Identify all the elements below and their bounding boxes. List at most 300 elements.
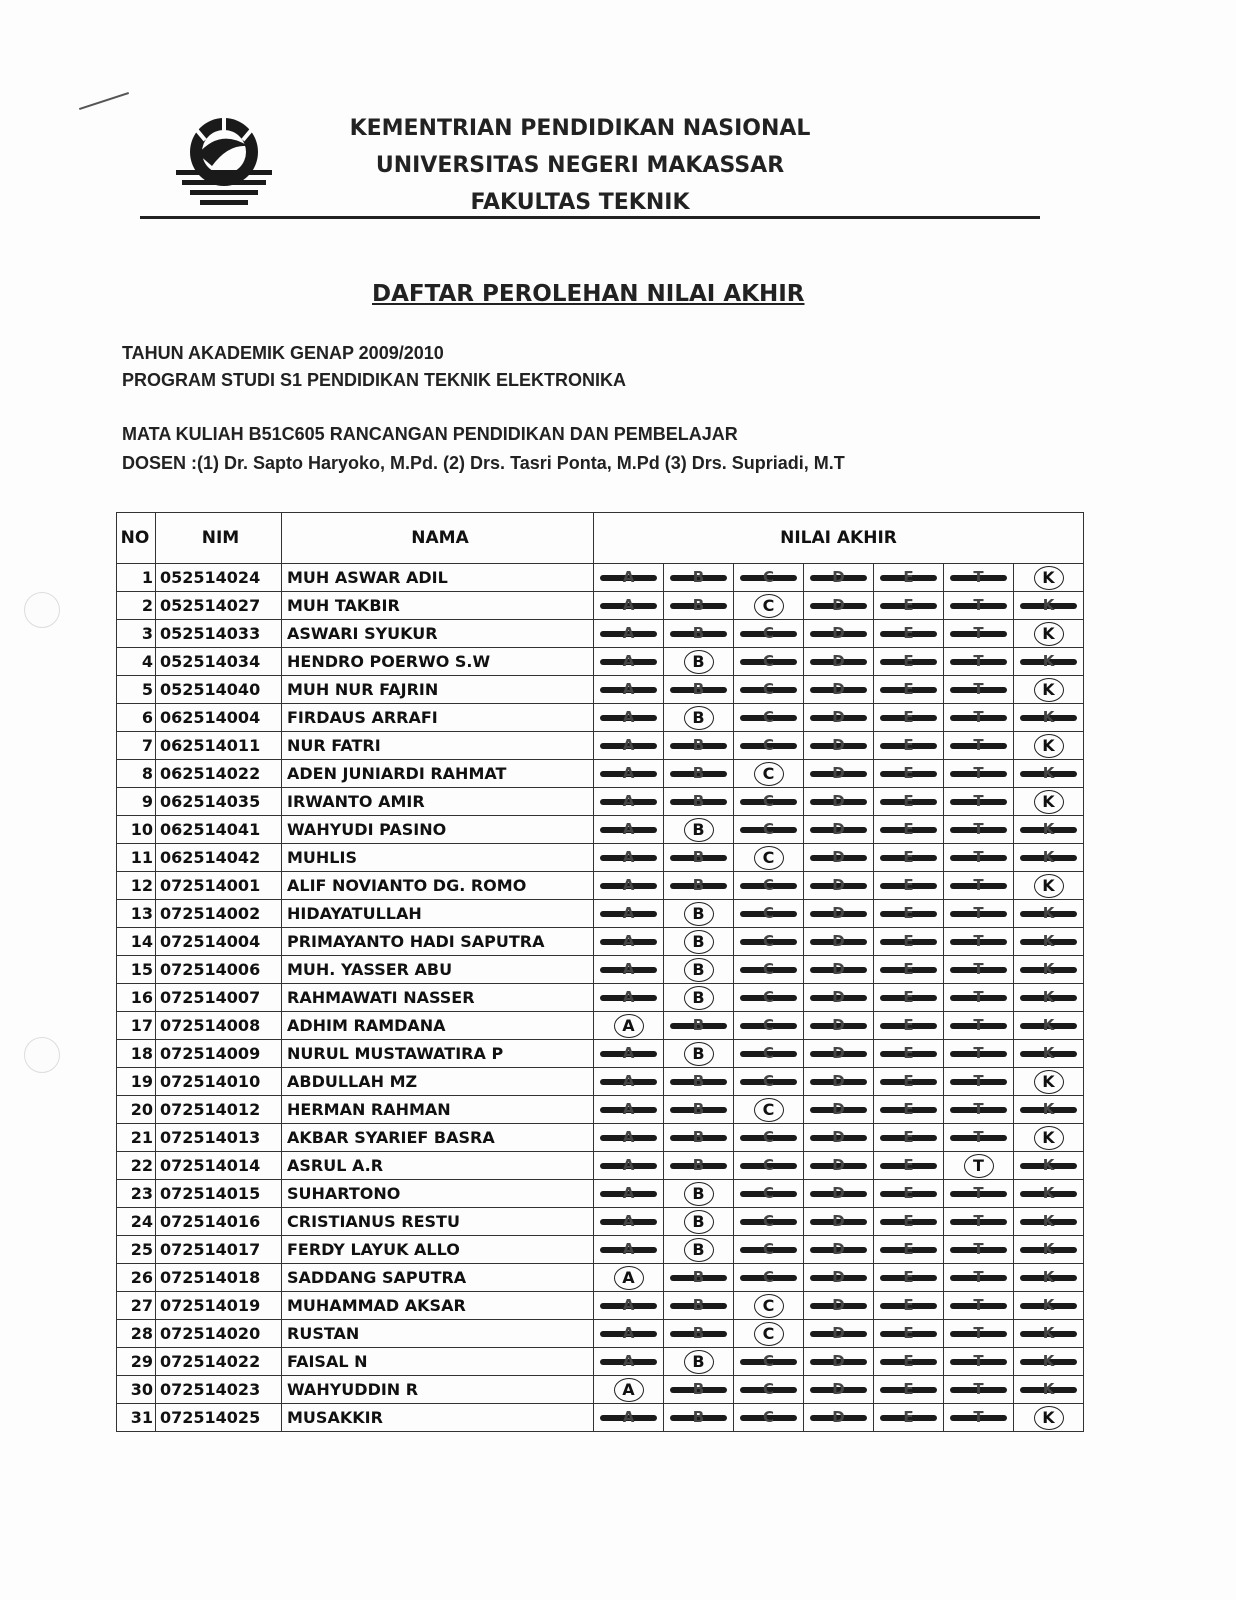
row-no: 24 [117,1208,156,1236]
grade-option-d [804,1096,874,1124]
table-row [117,564,1084,592]
grade-option-k [1014,1068,1084,1096]
grade-option-k [1014,732,1084,760]
grade-option-d [804,984,874,1012]
grade-letter: T [973,904,984,922]
grade-option-d [804,1012,874,1040]
grade-option-k [1014,1152,1084,1180]
row-nim: 072514014 [156,1152,282,1180]
grade-letter: K [1042,1044,1055,1062]
table-row [117,1040,1084,1068]
grade-option-b [664,1292,734,1320]
grade-option-t [944,816,1014,844]
grade-option-a [594,704,664,732]
grade-letter: D [832,1352,845,1370]
table-row [117,1292,1084,1320]
table-row [117,1068,1084,1096]
grade-option-a [594,928,664,956]
grade-letter: B [692,596,705,614]
row-no: 15 [117,956,156,984]
grade-option-t [944,1208,1014,1236]
grade-letter: A [622,1268,635,1287]
row-nim: 062514011 [156,732,282,760]
letterhead-university: UNIVERSITAS NEGERI MAKASSAR [375,153,785,178]
grade-letter: K [1042,1184,1055,1202]
grade-option-k [1014,1096,1084,1124]
grade-letter: E [903,904,914,922]
grade-letter: D [832,1408,845,1426]
row-nim: 072514018 [156,1264,282,1292]
grade-letter: A [622,1380,635,1399]
grade-letter: C [762,624,774,642]
row-nama: PRIMAYANTO HADI SAPUTRA [282,928,594,956]
grade-letter: K [1042,1156,1055,1174]
row-no: 23 [117,1180,156,1208]
grade-letter: C [762,848,775,867]
grade-option-k [1014,788,1084,816]
row-nama: ABDULLAH MZ [282,1068,594,1096]
grade-option-b [664,620,734,648]
grade-option-d [804,1124,874,1152]
grade-option-b [664,844,734,872]
grade-option-k [1014,564,1084,592]
grade-letter: C [762,960,774,978]
grade-option-c [734,676,804,704]
grade-letter: T [973,1128,984,1146]
grade-option-d [804,1068,874,1096]
grade-letter: E [903,820,914,838]
grade-letter: T [973,1296,984,1314]
row-nama: AKBAR SYARIEF BASRA [282,1124,594,1152]
grade-letter: T [973,1100,984,1118]
grade-letter: B [692,624,705,642]
row-nama: CRISTIANUS RESTU [282,1208,594,1236]
grade-option-k [1014,900,1084,928]
grade-option-e [874,1012,944,1040]
table-row [117,648,1084,676]
grade-letter: B [692,1100,705,1118]
grade-letter: D [832,1044,845,1062]
row-nim: 072514019 [156,1292,282,1320]
grade-letter: T [973,596,984,614]
grade-option-e [874,620,944,648]
grade-option-e [874,648,944,676]
row-no: 16 [117,984,156,1012]
row-no: 8 [117,760,156,788]
grade-option-e [874,1376,944,1404]
row-nama: SADDANG SAPUTRA [282,1264,594,1292]
grade-letter: K [1042,988,1055,1006]
row-nim: 062514004 [156,704,282,732]
grade-letter: B [692,1184,705,1203]
grade-letter: B [692,1380,705,1398]
grade-letter: E [903,1380,914,1398]
grade-option-b [664,928,734,956]
grade-letter: E [903,680,914,698]
grade-option-b [664,1376,734,1404]
grade-option-d [804,760,874,788]
row-no: 26 [117,1264,156,1292]
row-nama: RAHMAWATI NASSER [282,984,594,1012]
table-row [117,1124,1084,1152]
row-nim: 072514006 [156,956,282,984]
grade-letter: B [692,1128,705,1146]
grade-letter: C [762,988,774,1006]
grade-letter: B [692,792,705,810]
grade-letter: E [903,848,914,866]
row-no: 1 [117,564,156,592]
row-no: 21 [117,1124,156,1152]
grade-option-e [874,564,944,592]
grade-option-b [664,1208,734,1236]
grade-letter: A [622,1072,635,1090]
grade-option-k [1014,928,1084,956]
grade-option-d [804,956,874,984]
grade-letter: A [622,932,635,950]
grade-option-t [944,984,1014,1012]
grade-option-k [1014,1292,1084,1320]
grade-letter: T [973,1380,984,1398]
grade-letter: K [1042,1380,1055,1398]
grade-option-t [944,676,1014,704]
grade-option-b [664,1152,734,1180]
grade-letter: C [762,792,774,810]
grade-option-t [944,760,1014,788]
grade-option-c [734,1292,804,1320]
grade-letter: K [1042,792,1055,811]
grade-option-t [944,1124,1014,1152]
grade-option-b [664,676,734,704]
grade-letter: D [832,932,845,950]
grade-letter: T [973,988,984,1006]
grade-option-d [804,704,874,732]
row-nama: MUH ASWAR ADIL [282,564,594,592]
binder-hole-bottom [24,1037,60,1073]
grade-letter: E [903,932,914,950]
grade-letter: E [903,708,914,726]
row-nama: FIRDAUS ARRAFI [282,704,594,732]
grade-option-d [804,1404,874,1432]
grade-option-k [1014,1348,1084,1376]
table-row [117,872,1084,900]
grade-option-d [804,1152,874,1180]
table-row [117,676,1084,704]
grade-letter: T [973,876,984,894]
grade-option-e [874,1264,944,1292]
grade-option-c [734,1264,804,1292]
row-nama: MUH. YASSER ABU [282,956,594,984]
table-row [117,1320,1084,1348]
grade-letter: K [1042,1408,1055,1427]
grade-option-k [1014,620,1084,648]
grade-letter: A [622,624,635,642]
grade-option-a [594,564,664,592]
grade-option-t [944,928,1014,956]
grade-letter: B [692,1156,705,1174]
grade-letter: T [973,708,984,726]
grade-option-c [734,732,804,760]
row-nama: ASRUL A.R [282,1152,594,1180]
grade-option-c [734,872,804,900]
grade-option-a [594,900,664,928]
grade-letter: C [762,736,774,754]
grade-letter: T [973,1240,984,1258]
row-nim: 072514016 [156,1208,282,1236]
row-nama: MUSAKKIR [282,1404,594,1432]
row-no: 2 [117,592,156,620]
grade-letter: E [903,1324,914,1342]
grade-option-e [874,1404,944,1432]
grade-option-b [664,1404,734,1432]
grade-letter: E [903,960,914,978]
grade-letter: T [973,848,984,866]
grade-option-e [874,732,944,760]
row-nim: 072514012 [156,1096,282,1124]
table-row [117,1376,1084,1404]
letterhead-ministry: KEMENTRIAN PENDIDIKAN NASIONAL [349,116,811,141]
row-nim: 072514001 [156,872,282,900]
grade-letter: A [622,680,635,698]
grade-letter: D [832,652,845,670]
grade-letter: D [832,1212,845,1230]
study-program: PROGRAM STUDI S1 PENDIDIKAN TEKNIK ELEKTRONIKA [122,370,627,390]
grade-letter: A [622,1128,635,1146]
grade-letter: E [903,988,914,1006]
grade-option-t [944,1040,1014,1068]
row-nama: MUHAMMAD AKSAR [282,1292,594,1320]
grade-option-b [664,732,734,760]
grade-letter: E [903,1072,914,1090]
table-row [117,592,1084,620]
pen-stroke-mark [79,92,129,110]
row-no: 11 [117,844,156,872]
grade-letter: A [622,960,635,978]
grade-option-a [594,1236,664,1264]
grade-option-b [664,1236,734,1264]
grade-option-e [874,900,944,928]
grade-letter: C [762,932,774,950]
grade-letter: C [762,764,775,783]
grade-option-d [804,1180,874,1208]
row-no: 4 [117,648,156,676]
grade-option-e [874,984,944,1012]
grade-letter: C [762,1044,774,1062]
grade-letter: T [973,820,984,838]
grade-letter: C [762,680,774,698]
grade-option-t [944,1376,1014,1404]
grade-letter: E [903,736,914,754]
grade-option-k [1014,592,1084,620]
grade-letter: A [622,1100,635,1118]
grade-option-d [804,844,874,872]
grade-letter: D [832,960,845,978]
grade-letter: T [973,1016,984,1034]
grade-option-d [804,928,874,956]
grade-letter: D [832,596,845,614]
grade-option-e [874,928,944,956]
grade-option-c [734,1124,804,1152]
grade-option-t [944,732,1014,760]
grade-letter: K [1042,708,1055,726]
grade-letter: B [692,680,705,698]
grade-option-c [734,1376,804,1404]
letterhead-rule [140,216,1040,219]
grade-option-b [664,704,734,732]
grade-option-a [594,1348,664,1376]
table-row [117,816,1084,844]
grade-option-k [1014,760,1084,788]
grade-option-a [594,1124,664,1152]
grade-letter: C [762,1016,774,1034]
grade-option-c [734,648,804,676]
row-nim: 052514034 [156,648,282,676]
grade-option-c [734,1012,804,1040]
grade-option-b [664,984,734,1012]
grade-letter: B [692,1240,705,1259]
grade-option-b [664,760,734,788]
grade-option-t [944,1320,1014,1348]
grade-option-d [804,1292,874,1320]
grade-letter: B [692,1408,705,1426]
row-nama: WAHYUDDIN R [282,1376,594,1404]
grade-option-b [664,564,734,592]
grade-letter: E [903,624,914,642]
grade-option-b [664,592,734,620]
letterhead-faculty: FAKULTAS TEKNIK [470,190,690,215]
grade-letter: T [973,1324,984,1342]
grade-letter: T [973,1072,984,1090]
grade-option-b [664,816,734,844]
row-nama: FERDY LAYUK ALLO [282,1236,594,1264]
grade-letter: C [762,1212,774,1230]
row-nama: ADEN JUNIARDI RAHMAT [282,760,594,788]
grade-option-a [594,1152,664,1180]
grade-letter: A [622,1184,635,1202]
grade-option-e [874,1292,944,1320]
row-nama: MUHLIS [282,844,594,872]
grade-letter: C [762,1380,774,1398]
grade-option-e [874,1068,944,1096]
grade-option-a [594,1068,664,1096]
grade-letter: D [832,848,845,866]
grade-letter: D [832,1072,845,1090]
grade-letter: K [1042,1212,1055,1230]
grade-letter: C [762,1128,774,1146]
table-row [117,1096,1084,1124]
row-nim: 072514017 [156,1236,282,1264]
grade-letter: C [762,596,775,615]
grade-letter: B [692,1016,705,1034]
grade-letter: T [973,652,984,670]
grade-letter: C [762,876,774,894]
grade-letter: C [762,1296,775,1315]
grade-letter: B [692,1352,705,1371]
grade-letter: E [903,876,914,894]
grade-letter: T [973,1352,984,1370]
grade-letter: B [692,1212,705,1231]
grade-option-k [1014,1124,1084,1152]
grade-letter: D [832,1156,845,1174]
grade-letter: A [622,1016,635,1035]
grade-letter: A [622,708,635,726]
grade-option-k [1014,1236,1084,1264]
grade-letter: D [832,624,845,642]
grade-letter: D [832,1240,845,1258]
grade-option-e [874,816,944,844]
grade-option-d [804,648,874,676]
grade-option-k [1014,816,1084,844]
grade-option-c [734,704,804,732]
grade-option-a [594,1320,664,1348]
row-nim: 072514020 [156,1320,282,1348]
grade-letter: E [903,1240,914,1258]
grade-option-b [664,788,734,816]
grade-option-t [944,648,1014,676]
grade-option-e [874,1152,944,1180]
grade-letter: C [762,1408,774,1426]
grade-option-e [874,1236,944,1264]
grade-option-e [874,676,944,704]
grade-letter: T [973,624,984,642]
row-nama: FAISAL N [282,1348,594,1376]
grade-letter: A [622,820,635,838]
grade-letter: E [903,1296,914,1314]
grade-option-t [944,1348,1014,1376]
grade-letter: K [1042,848,1055,866]
grade-letter: D [832,1100,845,1118]
grade-option-c [734,1348,804,1376]
grade-option-t [944,788,1014,816]
grade-option-c [734,844,804,872]
grade-option-c [734,1404,804,1432]
grade-option-a [594,1040,664,1068]
grade-letter: K [1042,820,1055,838]
grade-letter: A [622,1296,635,1314]
grade-letter: E [903,1184,914,1202]
grade-option-t [944,1180,1014,1208]
grade-letter: C [762,1184,774,1202]
grade-letter: K [1042,932,1055,950]
grade-letter: B [692,988,705,1007]
row-nim: 072514008 [156,1012,282,1040]
university-logo-icon [168,108,280,212]
grade-letter: T [973,568,984,586]
row-nama: NUR FATRI [282,732,594,760]
grade-letter: D [832,988,845,1006]
grade-letter: D [832,1016,845,1034]
row-no: 7 [117,732,156,760]
row-no: 13 [117,900,156,928]
grade-letter: E [903,1156,914,1174]
grade-letter: A [622,1240,635,1258]
grade-option-c [734,816,804,844]
row-no: 28 [117,1320,156,1348]
row-no: 29 [117,1348,156,1376]
table-row [117,1012,1084,1040]
grade-option-c [734,1208,804,1236]
row-nama: MUH NUR FAJRIN [282,676,594,704]
grade-option-k [1014,1376,1084,1404]
row-nama: SUHARTONO [282,1180,594,1208]
grade-letter: B [692,708,705,727]
grade-letter: D [832,904,845,922]
grade-option-d [804,676,874,704]
table-row [117,1152,1084,1180]
grade-letter: T [973,792,984,810]
grade-option-e [874,1096,944,1124]
grade-option-b [664,1068,734,1096]
grade-option-e [874,1208,944,1236]
